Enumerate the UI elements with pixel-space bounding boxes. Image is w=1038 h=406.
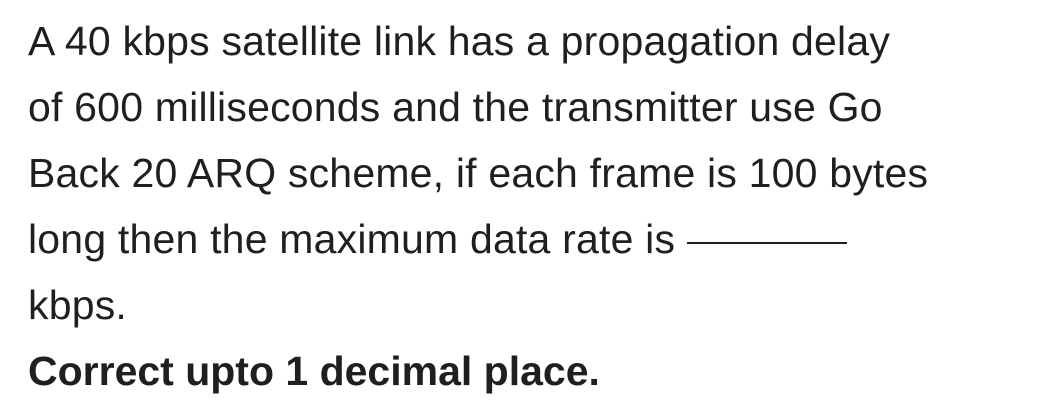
- question-line-2: of 600 milliseconds and the transmitter use Go: [28, 84, 883, 130]
- question-line-1: A 40 kbps satellite link has a propagation delay: [28, 18, 891, 64]
- question-line-4-text: long then the maximum data rate is: [28, 216, 676, 262]
- answer-blank: [687, 242, 847, 244]
- question-document: [28, 8, 1028, 404]
- question-line-3: Back 20 ARQ scheme, if each frame is 100 bytes: [28, 150, 929, 196]
- question-line-5: kbps.: [28, 282, 127, 328]
- question-line-4: [28, 206, 1028, 272]
- precision-note: Correct upto 1 decimal place.: [28, 348, 600, 394]
